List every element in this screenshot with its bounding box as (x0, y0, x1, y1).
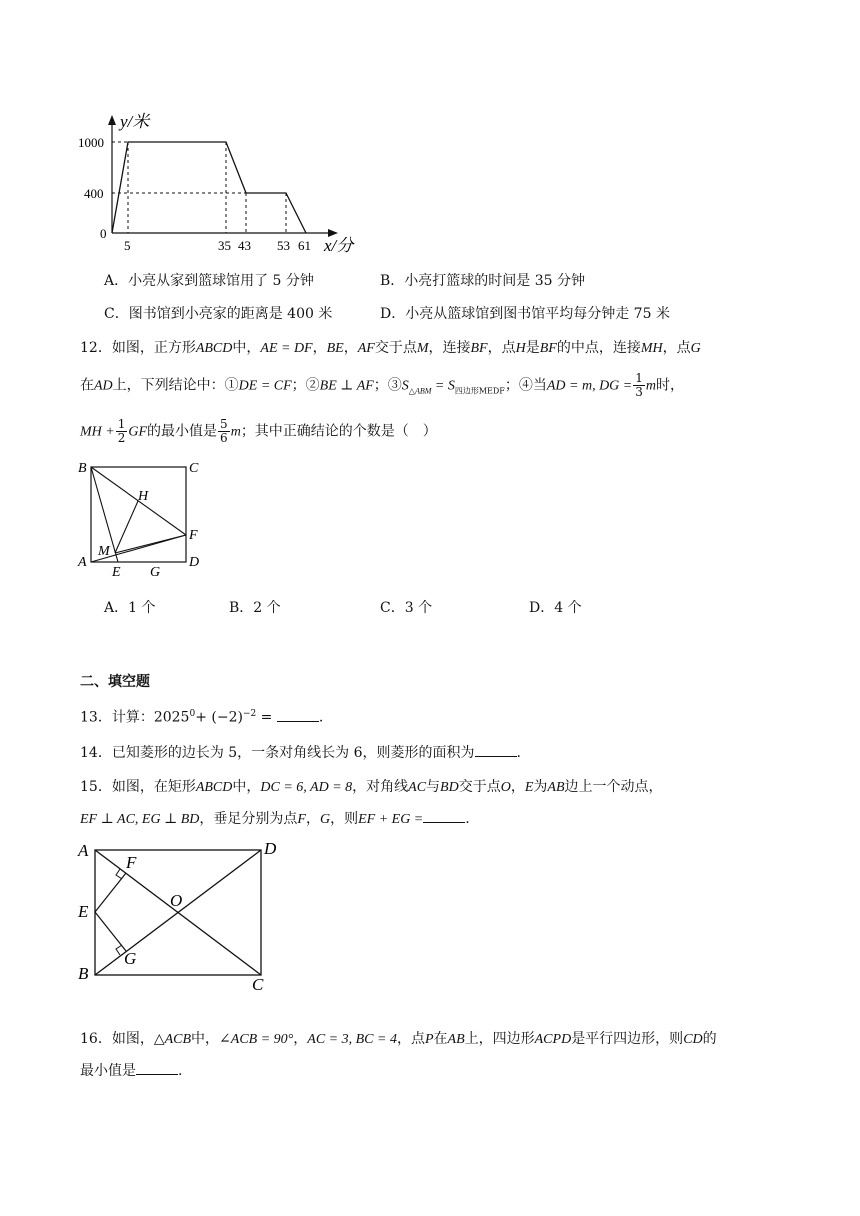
x-tick-43: 43 (238, 238, 251, 253)
x-tick-5: 5 (124, 238, 131, 253)
q12-line1: 12．如图，正方形ABCD中，AE = DF，BE，AF交于点M，连接BF，点H是BF的中点，连接MH，点G (80, 340, 701, 356)
label-g: G (150, 565, 161, 578)
y-axis-label: y/米 (120, 112, 150, 131)
label-a: A (78, 841, 89, 860)
label-a: A (78, 555, 87, 570)
q14: 14．已知菱形的边长为 5，一条对角线长为 6，则菱形的面积为 . (80, 745, 521, 761)
label-e: E (78, 902, 89, 921)
x-tick-53: 53 (277, 238, 290, 253)
label-c: C (189, 461, 199, 476)
q11-option-b: B．小亮打篮球的时间是 35 分钟 (380, 273, 586, 289)
x-tick-61: 61 (298, 238, 311, 253)
square-abcd-figure (74, 458, 214, 578)
q15-line2: EF ⊥ AC, EG ⊥ BD，垂足分别为点F，G，则EF + EG = . (80, 811, 470, 827)
x-axis-label: x/分 (324, 236, 354, 255)
label-f: F (189, 528, 198, 543)
section-heading: 二、填空题 (80, 674, 150, 690)
label-e: E (112, 565, 121, 578)
rectangle-abcd-figure (74, 836, 294, 994)
label-h: H (138, 489, 149, 504)
label-m: M (98, 544, 110, 559)
label-d: D (264, 839, 277, 858)
q12-option-c: C．3 个 (380, 600, 433, 616)
y-tick-1000: 1000 (78, 135, 104, 150)
q16-line1: 16．如图，△ACB中，∠ACB = 90°，AC = 3, BC = 4，点P在AB上，四边形ACPD是平行四边形，则CD的 (80, 1031, 717, 1047)
y-tick-400: 400 (84, 186, 104, 201)
label-b: B (78, 461, 87, 476)
x-tick-35: 35 (218, 238, 231, 253)
q12-line3: MH + $\frac{1}{2}$ GF的最小值是 $\frac{5}{6}$ m；其中正确结论的个数是（ ） (80, 417, 437, 445)
q12-option-d: D．4 个 (529, 600, 582, 616)
label-d: D (189, 555, 200, 570)
q12-option-b: B．2 个 (229, 600, 281, 616)
label-b: B (78, 964, 89, 983)
q11-option-a: A．小亮从家到篮球馆用了 5 分钟 (104, 273, 314, 289)
q13: 13．计算：$2025^0+ (-2)^{-2}$ = . (80, 709, 324, 726)
label-g: G (124, 949, 137, 968)
label-o: O (170, 891, 183, 910)
q16-line2: 最小值是 . (80, 1063, 183, 1079)
q12-option-a: A．1 个 (104, 600, 156, 616)
q11-option-d: D．小亮从篮球馆到图书馆平均每分钟走 75 米 (380, 306, 670, 322)
y-tick-0: 0 (100, 226, 107, 241)
q11-option-c: C．图书馆到小亮家的距离是 400 米 (104, 306, 333, 322)
label-f: F (126, 853, 137, 872)
q12-line2: 在AD上，下列结论中：①DE = CF；②BE ⊥ AF；$③S_{\triangle ABM} = S_{四边形MEDF}$；④当AD = m, DG = $\frac{1}{3}$ m时， (80, 371, 684, 399)
q15-line1: 15．如图，在矩形ABCD中，DC = 6, AD = 8，对角线AC与BD交于点O，E为AB边上一个动点， (80, 779, 663, 795)
label-c: C (252, 975, 264, 994)
distance-time-graph (70, 105, 370, 255)
